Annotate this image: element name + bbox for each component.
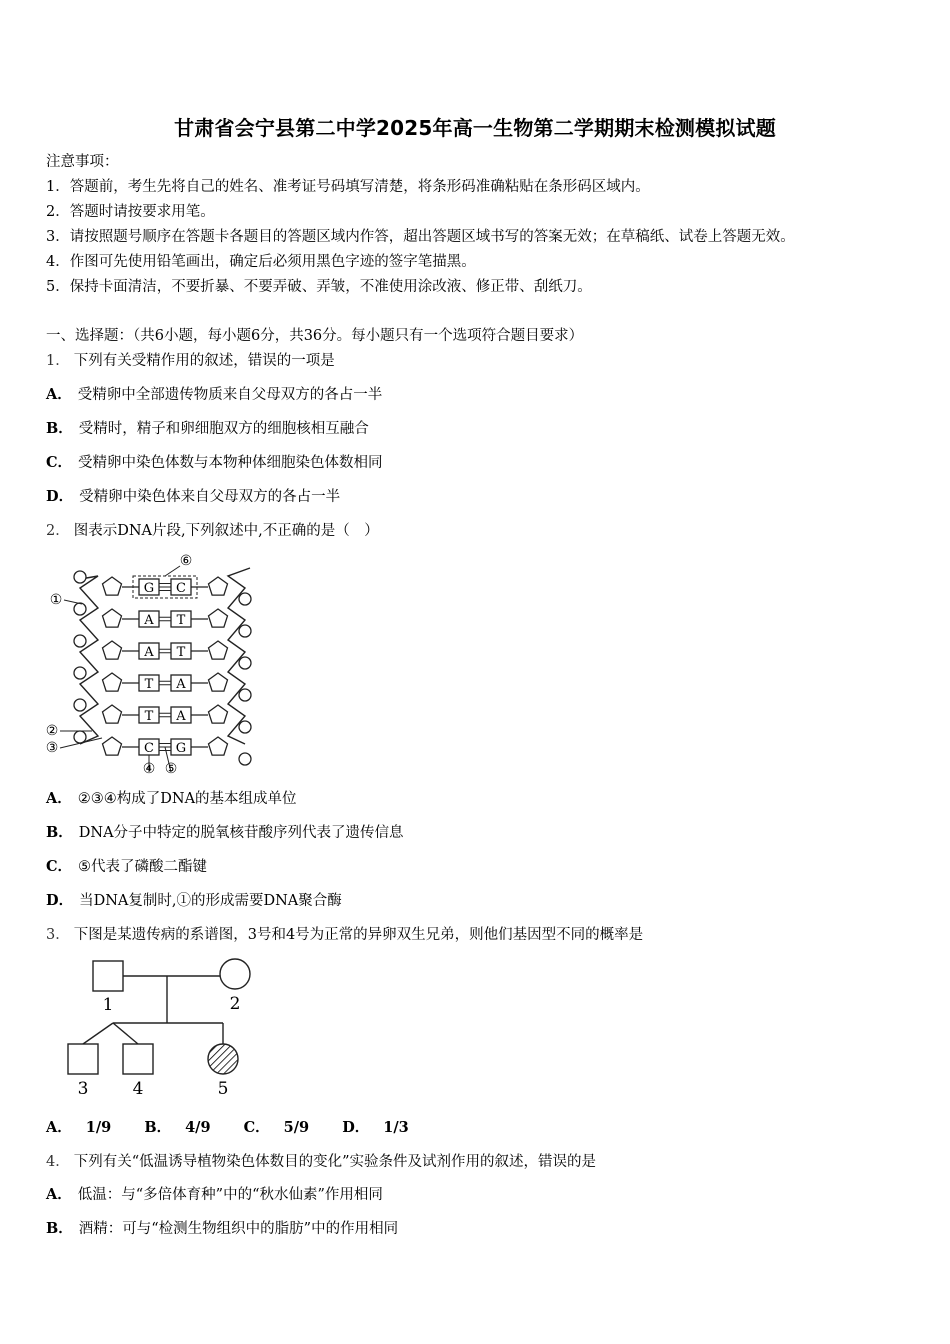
marker-6-leader: [165, 566, 180, 576]
label-4: 4: [132, 1079, 144, 1099]
sugar-left: [103, 705, 122, 723]
pedigree-chart: [55, 952, 275, 1102]
option-text: ⑤代表了磷酸二酯键: [78, 859, 208, 875]
q3-option-d[interactable]: [342, 1119, 423, 1136]
sugar-right: [209, 609, 228, 627]
question-text: 图表示DNA片段,下列叙述中,不正确的是（ ）: [73, 523, 379, 539]
q4-option-b[interactable]: [46, 1219, 398, 1239]
individual-2-female: [220, 959, 250, 989]
marker-3: ③: [45, 740, 59, 756]
phosphate-left: [74, 571, 86, 583]
label-2: 2: [229, 994, 241, 1014]
base-letter-left: G: [143, 581, 155, 596]
q2-option-b[interactable]: [46, 823, 404, 843]
option-text: 受精时，精子和卵细胞双方的细胞核相互融合: [78, 421, 369, 437]
marker-2: ②: [45, 723, 59, 739]
option-label: C．: [46, 454, 73, 471]
notice-heading: 注意事项：: [46, 154, 119, 170]
option-label: D．: [46, 892, 74, 909]
notice-item: 5．保持卡面清洁，不要折暴、不要弄破、弄皱，不准使用涂改液、修正带、刮纸刀。: [46, 279, 592, 295]
q3-option-b[interactable]: [144, 1119, 224, 1136]
question-text: 下图是某遗传病的系谱图，3号和4号为正常的异卵双生兄弟，则他们基因型不同的概率是: [73, 927, 644, 943]
question-number: 1．: [46, 353, 70, 369]
option-label: A．: [46, 1119, 72, 1136]
base-letter-right: A: [176, 677, 186, 692]
question-text: 下列有关受精作用的叙述，错误的一项是: [73, 353, 335, 369]
left-backbone: [75, 576, 98, 744]
phosphate-right: [239, 721, 251, 733]
notice-item: 2．答题时请按要求用笔。: [46, 204, 215, 220]
base-letter-left: T: [144, 677, 154, 692]
base-letter-right: G: [175, 741, 187, 756]
question-4-stem: [46, 1152, 596, 1172]
option-text: 受精卵中染色体来自父母双方的各占一半: [79, 489, 341, 505]
question-number: 4．: [46, 1154, 70, 1170]
option-text: 5/9: [283, 1119, 310, 1136]
option-text: 1/3: [383, 1119, 409, 1136]
base-letter-right: T: [176, 645, 186, 660]
question-1-stem: [46, 351, 335, 371]
phosphate-left: [74, 667, 86, 679]
q3-options: [46, 1118, 437, 1138]
base-letter-right: T: [176, 613, 186, 628]
base-letter-left: C: [144, 741, 154, 756]
q3-option-a[interactable]: [46, 1119, 125, 1136]
sugar-right: [209, 673, 228, 691]
marker-4: ④: [142, 761, 156, 777]
q2-option-c[interactable]: [46, 857, 207, 877]
marker-6: ⑥: [179, 553, 193, 569]
question-text: 下列有关“低温诱导植物染色体数目的变化”实验条件及试剂作用的叙述，错误的是: [73, 1154, 597, 1170]
option-text: 4/9: [185, 1119, 211, 1136]
sugar-left: [103, 609, 122, 627]
individual-1-male: [93, 961, 123, 991]
question-number: 3．: [46, 927, 70, 943]
marker-1-leader: [64, 600, 82, 604]
sugar-right: [209, 641, 228, 659]
sugar-left: [103, 673, 122, 691]
label-3: 3: [77, 1079, 89, 1099]
sugar-right: [209, 705, 228, 723]
marker-1: ①: [49, 592, 63, 608]
twin-line-right: [113, 1023, 138, 1044]
q4-option-a[interactable]: [46, 1185, 383, 1205]
individual-3-male: [68, 1044, 98, 1074]
base-letter-left: T: [144, 709, 154, 724]
phosphate-left: [74, 635, 86, 647]
option-text: 受精卵中全部遗传物质来自父母双方的各占一半: [77, 387, 383, 403]
q1-option-c[interactable]: [46, 453, 383, 473]
notice-item: 1．答题前，考生先将自己的姓名、准考证号码填写清楚，将条形码准确粘贴在条形码区域内。: [46, 179, 650, 195]
option-label: C．: [243, 1119, 270, 1136]
option-label: B．: [46, 824, 73, 841]
phosphate-right: [239, 593, 251, 605]
option-text: 酒精：可与“检测生物组织中的脂肪”中的作用相同: [78, 1221, 399, 1237]
option-label: B．: [46, 420, 73, 437]
option-text: ②③④构成了DNA的基本组成单位: [77, 791, 297, 807]
q2-option-d[interactable]: [46, 891, 342, 911]
option-label: B．: [144, 1119, 172, 1136]
q1-option-a[interactable]: [46, 385, 382, 405]
option-text: 当DNA复制时,①的形成需要DNA聚合酶: [79, 893, 342, 909]
individual-4-male: [123, 1044, 153, 1074]
individual-5-affected-female: [208, 1044, 238, 1074]
page-title: 甘肃省会宁县第二中学2025年高一生物第二学期期末检测模拟试题: [174, 116, 776, 140]
sugar-left: [103, 737, 122, 755]
sugar-right: [209, 737, 228, 755]
phosphate-left: [74, 731, 86, 743]
phosphate-right: [239, 689, 251, 701]
phosphate-left: [74, 699, 86, 711]
option-label: B．: [46, 1220, 73, 1237]
label-1: 1: [102, 995, 114, 1015]
option-label: D．: [46, 488, 74, 505]
option-label: D．: [342, 1119, 370, 1136]
section-heading: 一、选择题：（共6小题，每小题6分，共36分。每小题只有一个选项符合题目要求）: [46, 328, 584, 344]
notice-item: 4．作图可先使用铅笔画出，确定后必须用黑色字迹的签字笔描黑。: [46, 254, 476, 270]
option-label: A．: [46, 1186, 72, 1203]
phosphate-right: [239, 753, 251, 765]
option-text: 低温：与“多倍体育种”中的“秋水仙素”作用相同: [77, 1187, 383, 1203]
option-text: DNA分子中特定的脱氧核苷酸序列代表了遗传信息: [78, 825, 404, 841]
question-3-stem: [46, 925, 643, 945]
phosphate-right: [239, 625, 251, 637]
sugar-left: [103, 641, 122, 659]
dna-diagram: [40, 548, 280, 778]
question-number: 2．: [46, 523, 70, 539]
option-label: A．: [46, 790, 72, 807]
q1-option-d[interactable]: [46, 487, 340, 507]
option-label: C．: [46, 858, 73, 875]
base-letter-right: C: [176, 581, 186, 596]
q3-option-c[interactable]: [244, 1119, 324, 1136]
twin-line-left: [83, 1023, 113, 1044]
q2-option-a[interactable]: [46, 789, 297, 809]
option-text: 受精卵中染色体数与本物种体细胞染色体数相同: [78, 455, 383, 471]
sugar-left: [103, 577, 122, 595]
question-2-stem: [46, 521, 379, 541]
option-text: 1/9: [85, 1119, 112, 1136]
option-label: A．: [46, 386, 72, 403]
label-5: 5: [217, 1079, 229, 1099]
base-letter-left: A: [144, 645, 154, 660]
base-letter-right: A: [176, 709, 186, 724]
q1-option-b[interactable]: [46, 419, 369, 439]
phosphate-left: [74, 603, 86, 615]
phosphate-right: [239, 657, 251, 669]
marker-5: ⑤: [164, 761, 178, 777]
base-letter-left: A: [144, 613, 154, 628]
notice-item: 3．请按照题号顺序在答题卡各题目的答题区域内作答，超出答题区域书写的答案无效；在草稿纸、试卷上答题无效。: [46, 229, 795, 245]
sugar-right: [209, 577, 228, 595]
